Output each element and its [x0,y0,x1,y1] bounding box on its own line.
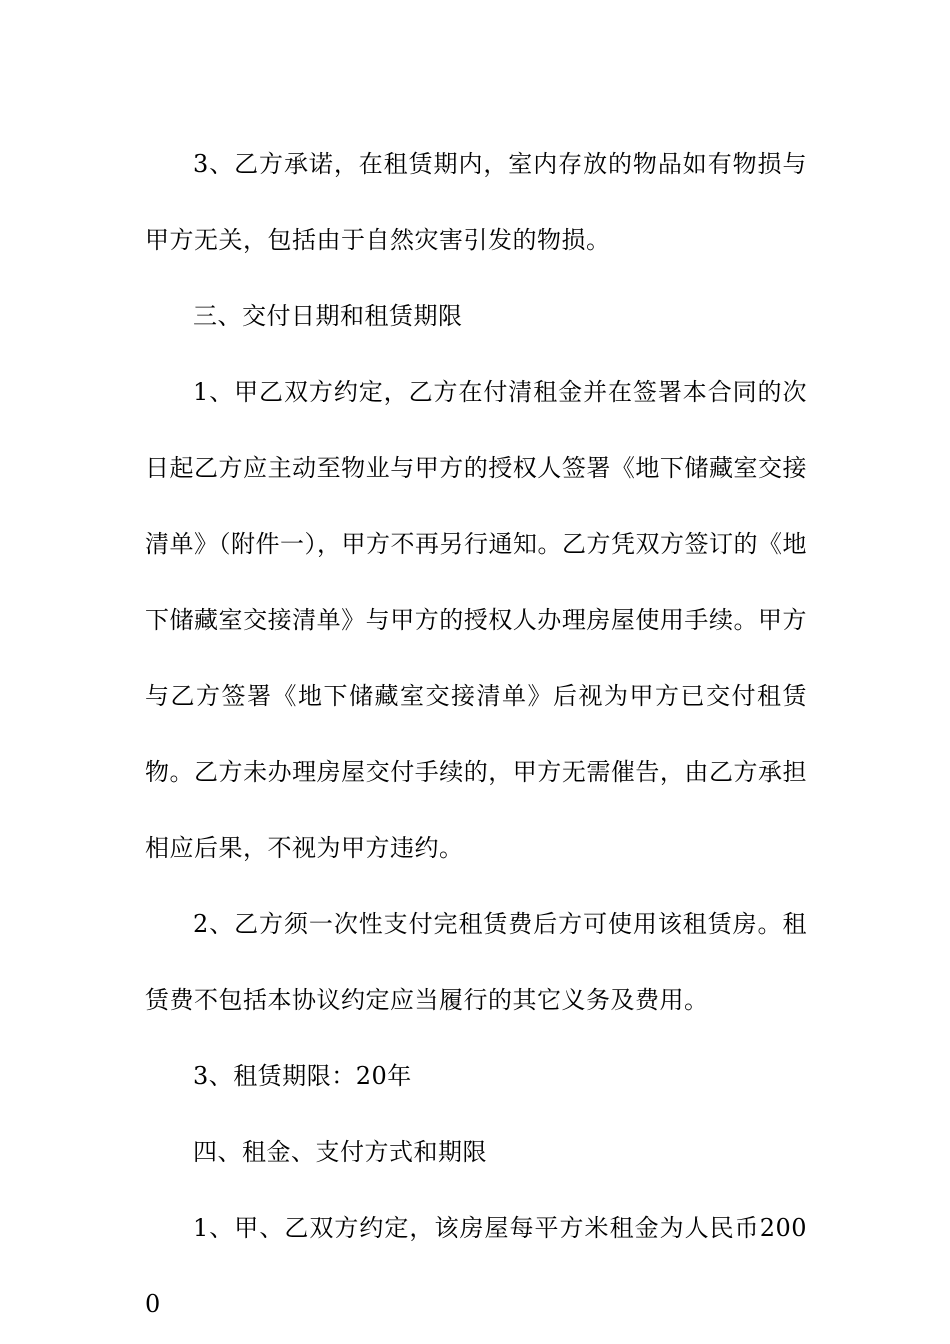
paragraph-rent-amount: 1、甲、乙双方约定，该房屋每平方米租金为人民币2000 [145,1214,807,1318]
section-heading-delivery-and-term: 三、交付日期和租赁期限 [193,302,463,330]
paragraph-liability-clause: 3、乙方承诺，在租赁期内，室内存放的物品如有物损与甲方无关，包括由于自然灾害引发的物损。 [145,150,807,254]
paragraph-delivery-procedure: 1、甲乙双方约定，乙方在付清租金并在签署本合同的次日起乙方应主动至物业与甲方的授权人签署《地下储藏室交接清单》（附件一），甲方不再另行通知。乙方凭双方签订的《地下储藏室交接清单》与甲方的授权人办理房屋使用手续。甲方与乙方签署《地下储藏室交接清单》后视为甲方已交付租赁物。乙方未办理房屋交付手续的，甲方无需催告，由乙方承担相应后果，不视为甲方违约。 [145,378,807,862]
section-heading-rent-and-payment: 四、租金、支付方式和期限 [193,1138,487,1166]
document-body [145,126,807,1342]
paragraph-lease-term: 3、租赁期限：20年 [193,1062,412,1090]
paragraph-one-time-payment: 2、乙方须一次性支付完租赁费后方可使用该租赁房。租赁费不包括本协议约定应当履行的其它义务及费用。 [145,910,807,1014]
